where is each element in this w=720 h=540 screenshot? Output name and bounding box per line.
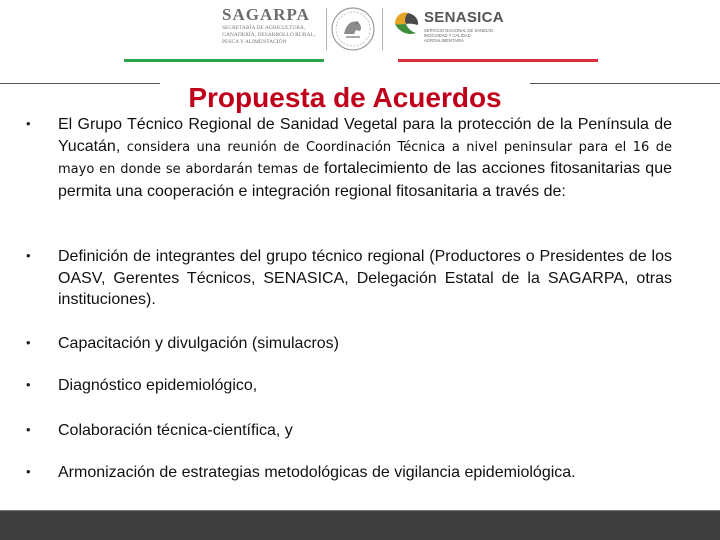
senasica-logo xyxy=(424,10,514,43)
footer-strip xyxy=(0,510,720,511)
red-accent-bar xyxy=(398,59,598,62)
bullet-icon: • xyxy=(26,335,31,350)
list-item-text: Colaboración técnica-científica, y xyxy=(58,422,293,439)
list-item-text: Diagnóstico epidemiológico, xyxy=(58,377,258,394)
bullet-icon: • xyxy=(26,422,31,437)
senasica-name: SENASICA xyxy=(424,9,504,26)
logo-divider xyxy=(382,8,383,50)
footer-bar xyxy=(0,510,720,540)
list-item-text-part: fortalecimiento de las acciones fitosanitarias que permita una cooperación e integración regional fitosanitaria a través de: xyxy=(58,160,672,200)
sagarpa-logo xyxy=(222,6,322,50)
page-title: Propuesta de Acuerdos xyxy=(160,82,530,114)
national-seal-icon xyxy=(330,6,376,52)
list-item-text xyxy=(58,114,672,202)
sagarpa-subtitle: SECRETARÍA DE AGRICULTURA, GANADERÍA, DESARROLLO RURAL, PESCA Y ALIMENTACIÓN xyxy=(222,25,316,45)
list-item-text: Capacitación y divulgación (simulacros) xyxy=(58,335,340,352)
green-accent-bar xyxy=(124,59,324,62)
logo-divider xyxy=(326,8,327,50)
bullet-icon: • xyxy=(26,248,31,263)
header xyxy=(0,0,720,80)
senasica-subtitle: SERVICIO NACIONAL DE SANIDAD, INOCUIDAD Y CALIDAD AGROALIMENTARIA xyxy=(424,28,495,43)
list-item-text-part: considera una reunión de Coordinación Técnica a nivel peninsular para el 16 de mayo en donde se abordarán temas de xyxy=(58,139,672,177)
list-item-text: Armonización de estrategias metodológicas de vigilancia epidemiológica. xyxy=(58,464,576,481)
list-item-text-part: El Grupo Técnico Regional de Sanidad Vegetal para la protección de la Península de Yucatán, xyxy=(58,116,672,155)
bullet-icon: • xyxy=(26,116,31,131)
list-item-text: Definición de integrantes del grupo técnico regional (Productores o Presidentes de los OASV, Gerentes Técnicos, SENASICA, Delegación Estatal de la SAGARPA, otras instituciones). xyxy=(58,248,672,308)
senasica-logo-icon xyxy=(392,8,422,38)
bullet-icon: • xyxy=(26,377,31,392)
bullet-icon: • xyxy=(26,464,31,479)
sagarpa-title: SAGARPA xyxy=(222,5,310,24)
